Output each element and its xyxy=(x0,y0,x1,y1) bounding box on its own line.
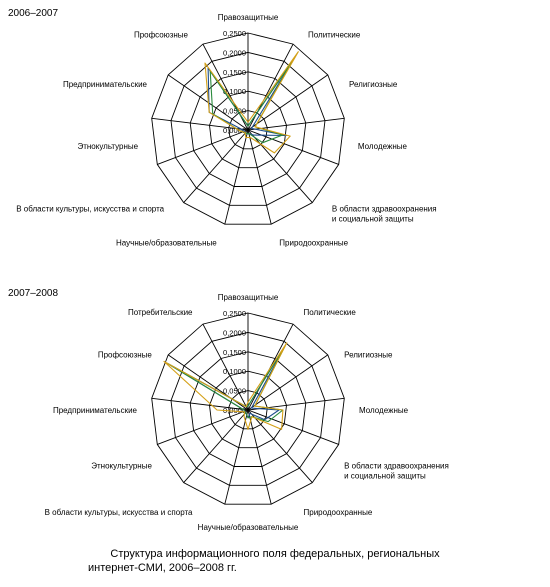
caption-line-1: Структура информационного поля федеральных, региональных xyxy=(110,548,440,560)
category-label: и социальной защиты xyxy=(331,214,414,224)
category-label: Политические xyxy=(303,307,356,317)
category-label: Профсоюзные xyxy=(97,350,152,360)
category-label: В области культуры, искусства и спорта xyxy=(44,508,193,518)
radar-chart xyxy=(0,0,550,280)
category-label: Природоохранные xyxy=(303,508,373,518)
grid-spoke xyxy=(248,410,339,444)
figure-caption xyxy=(0,547,550,575)
grid-spoke xyxy=(184,130,248,203)
radar-grid xyxy=(152,33,345,224)
category-label: Политические xyxy=(308,30,361,40)
category-label: Научные/образовательные xyxy=(116,238,217,248)
radar-panel-1 xyxy=(0,0,550,280)
category-label: В области здравоохранения xyxy=(331,204,437,214)
category-label: Молодежные xyxy=(359,406,409,415)
grid-spoke xyxy=(225,130,248,224)
category-label: В области здравоохранения xyxy=(344,461,449,471)
grid-spoke xyxy=(248,410,271,504)
tick-label: 0,2000 xyxy=(223,328,246,338)
tick-label: 0,1000 xyxy=(223,87,246,97)
category-label: Предпринимательские xyxy=(52,406,137,415)
grid-spoke xyxy=(248,130,271,224)
category-label: Предпринимательские xyxy=(62,79,147,89)
category-label: Религиозные xyxy=(349,79,398,89)
category-label: Молодежные xyxy=(357,141,407,151)
category-label: Этнокультурные xyxy=(91,461,152,471)
grid-spoke xyxy=(248,410,312,483)
category-label: Правозащитные xyxy=(217,293,279,302)
category-label: Этнокультурные xyxy=(77,141,139,151)
grid-spoke xyxy=(248,130,312,203)
tick-label: 0,1000 xyxy=(223,367,246,377)
category-label: Религиозные xyxy=(344,350,393,360)
grid-spoke xyxy=(157,130,248,164)
chart-title: 2007–2008 xyxy=(8,288,59,299)
tick-label: 0,0500 xyxy=(223,106,246,116)
category-label: Научные/образовательные xyxy=(197,523,299,532)
grid-spoke xyxy=(157,410,248,444)
tick-label: 0,1500 xyxy=(223,347,246,357)
radar-chart xyxy=(0,280,550,560)
tick-label: 0,0000 xyxy=(223,406,246,415)
tick-label: 0,2500 xyxy=(223,309,246,318)
caption-line-2: интернет-СМИ, 2006–2008 гг. xyxy=(88,562,237,574)
tick-label: 0,1500 xyxy=(223,67,246,77)
tick-label: 0,2500 xyxy=(223,29,246,38)
category-label: Профсоюзные xyxy=(133,30,188,40)
tick-label: 0,0000 xyxy=(223,126,246,135)
category-label: Правозащитные xyxy=(217,13,279,22)
category-label: В области культуры, искусства и спорта xyxy=(16,204,165,214)
tick-label: 0,2000 xyxy=(223,48,246,58)
chart-title: 2006–2007 xyxy=(8,8,59,19)
category-label: Природоохранные xyxy=(279,238,349,248)
category-label: Потребительские xyxy=(127,307,193,317)
grid-spoke xyxy=(225,410,248,504)
category-label: и социальной защиты xyxy=(344,471,426,481)
grid-spoke xyxy=(184,410,248,483)
radar-grid xyxy=(152,313,345,504)
series-line xyxy=(205,52,298,153)
tick-label: 0,0500 xyxy=(223,386,246,396)
radar-panel-2 xyxy=(0,280,550,560)
